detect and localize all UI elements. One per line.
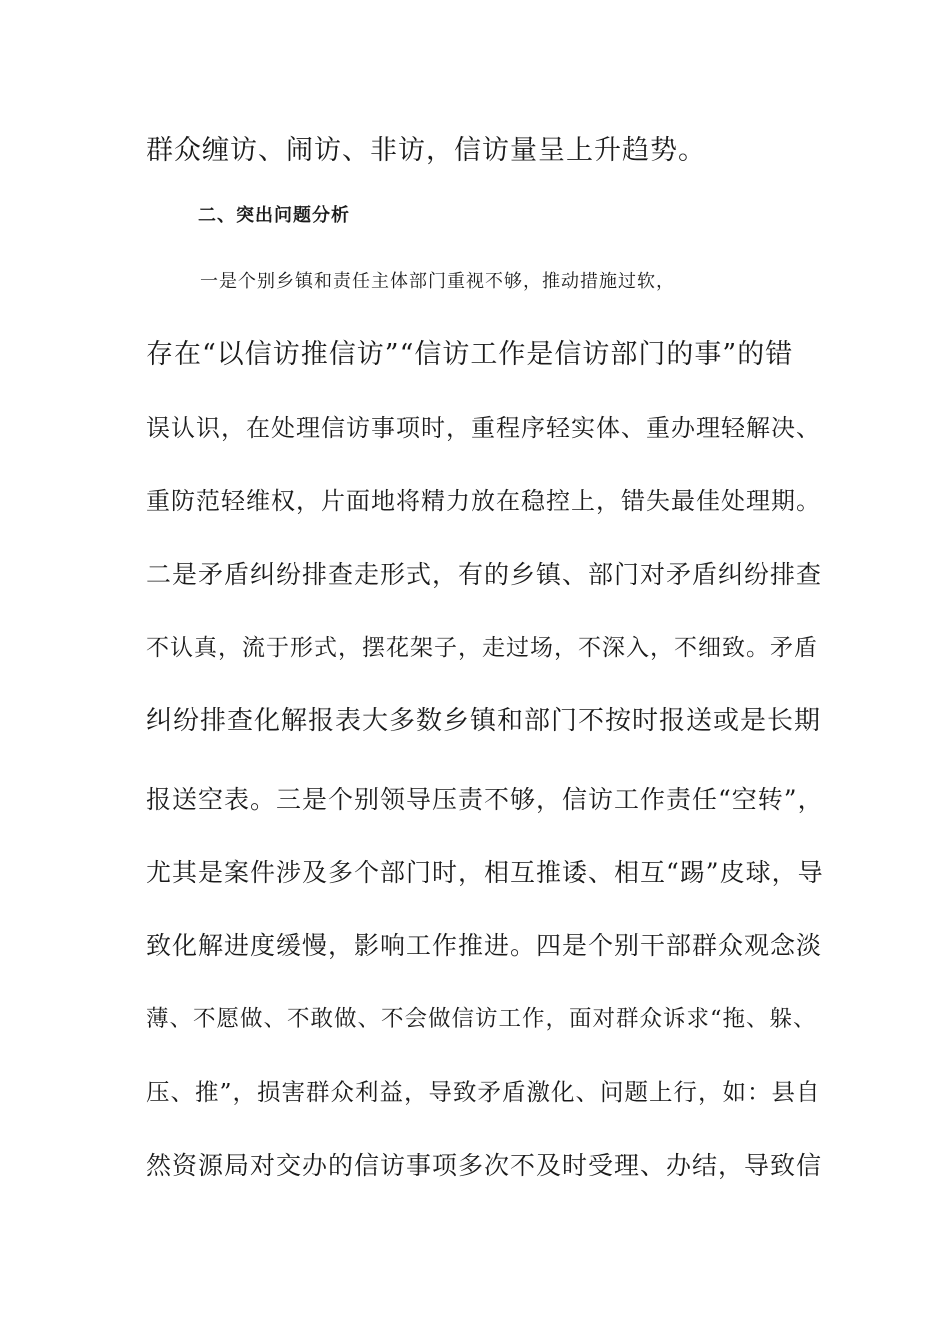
text-line: 纠纷排查化解报表大多数乡镇和部门不按时报送或是长期	[146, 706, 822, 736]
text-line: 群众缠访、闹访、非访，信访量呈上升趋势。	[146, 135, 706, 166]
text-line: 报送空表。三是个别领导压责不够，信访工作责任“空转”，	[146, 785, 824, 814]
text-line: 存在“以信访推信访”“信访工作是信访部门的事”的错	[146, 339, 794, 370]
text-line: 压、推”，损害群众利益，导致矛盾激化、问题上行，如：县自	[146, 1078, 821, 1106]
text-line: 然资源局对交办的信访事项多次不及时受理、办结，导致信	[146, 1151, 823, 1180]
text-line: 致化解进度缓慢，影响工作推进。四是个别干部群众观念淡	[146, 931, 823, 960]
text-line: 误认识，在处理信访事项时，重程序轻实体、重办理轻解决、	[146, 414, 821, 442]
text-line: 重防范轻维权，片面地将精力放在稳控上，错失最佳处理期。	[146, 487, 821, 515]
text-line: 不认真，流于形式，摆花架子，走过场，不深入，不细致。矛盾	[146, 635, 818, 661]
text-line: 二是矛盾纠纷排查走形式，有的乡镇、部门对矛盾纠纷排查	[146, 560, 823, 589]
text-line: 尤其是案件涉及多个部门时，相互推诿、相互“踢”皮球，导	[146, 858, 824, 887]
text-line: 一是个别乡镇和责任主体部门重视不够，推动措施过软，	[200, 271, 675, 292]
section-heading: 二、突出问题分析	[198, 205, 350, 226]
text-line: 薄、不愿做、不敢做、不会做信访工作，面对群众诉求“拖、躲、	[146, 1006, 817, 1032]
